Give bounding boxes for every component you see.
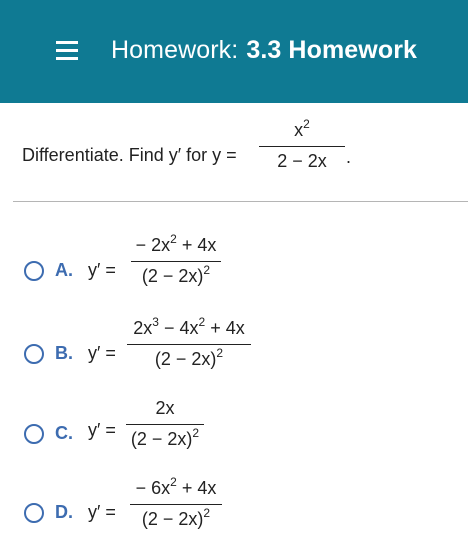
numerator-exponent: 2 [170, 232, 177, 246]
numerator-part: + 4x [205, 318, 245, 338]
option-lhs-d: y′ = [88, 502, 116, 522]
question-denominator: 2 − 2x [259, 146, 345, 172]
numerator-exponent: 3 [152, 315, 159, 329]
denominator: (2 − 2x) [141, 509, 204, 529]
option-lhs-b: y′ = [88, 343, 116, 363]
option-letter-a: A. [55, 260, 73, 280]
question-prompt [22, 117, 462, 180]
radio-button-a[interactable] [24, 261, 44, 281]
title-prefix: Homework: [111, 36, 239, 64]
denominator-exponent: 2 [203, 506, 211, 520]
option-fraction-d [130, 475, 222, 530]
option-fraction-a [131, 232, 221, 287]
denominator-exponent: 2 [203, 263, 211, 277]
radio-button-c[interactable] [24, 424, 44, 444]
numerator-exponent: 2 [198, 315, 206, 329]
numerator-part: + 4x [176, 478, 217, 498]
radio-button-d[interactable] [24, 503, 44, 523]
numerator-part: 2x [155, 398, 175, 418]
option-lhs-a: y′ = [88, 260, 116, 280]
answer-option-d[interactable] [24, 475, 464, 548]
answer-option-c[interactable] [24, 398, 464, 468]
divider [13, 201, 468, 202]
radio-button-b[interactable] [24, 344, 44, 364]
question-numerator-exponent: 2 [303, 117, 310, 131]
denominator: (2 − 2x) [154, 349, 217, 369]
denominator: (2 − 2x) [141, 266, 204, 286]
numerator-part: + 4x [176, 235, 217, 255]
question-fraction [259, 117, 345, 172]
question-numerator: x [294, 120, 304, 140]
question-text: Differentiate. Find y′ for y = [22, 145, 237, 165]
question-period: . [346, 147, 352, 167]
page-title [111, 36, 417, 65]
option-fraction-b [127, 315, 251, 370]
denominator: (2 − 2x) [130, 429, 193, 449]
homework-name: 3.3 Homework [246, 36, 418, 64]
header-bar [0, 0, 468, 103]
option-fraction-c [126, 398, 204, 450]
answer-option-a[interactable] [24, 232, 464, 305]
hamburger-menu-icon[interactable] [56, 41, 78, 61]
denominator-exponent: 2 [216, 346, 224, 360]
numerator-part: − 4x [158, 318, 199, 338]
numerator-exponent: 2 [170, 475, 177, 489]
option-letter-c: C. [55, 423, 73, 443]
option-letter-d: D. [55, 502, 73, 522]
option-lhs-c: y′ = [88, 420, 116, 440]
denominator-exponent: 2 [192, 426, 200, 440]
numerator-part: − 2x [135, 235, 171, 255]
numerator-part: 2x [133, 318, 153, 338]
option-letter-b: B. [55, 343, 73, 363]
answer-option-b[interactable] [24, 315, 464, 388]
numerator-part: − 6x [135, 478, 171, 498]
